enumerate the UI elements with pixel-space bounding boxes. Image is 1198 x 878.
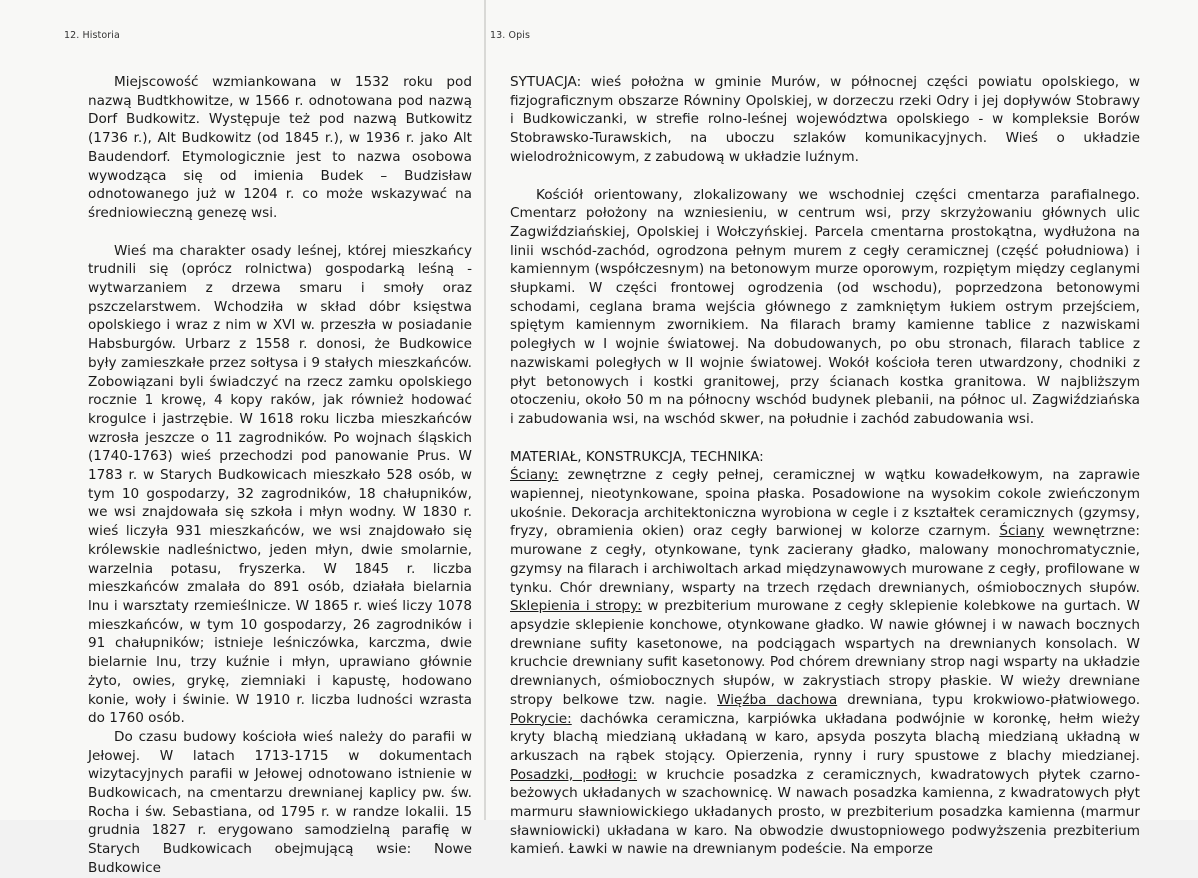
materials-paragraph bbox=[510, 466, 1140, 859]
roof-text: dachówka ceramiczna, karpiówka układana podwójnie w koronkę, hełm wieży kryty blachą miedzianą układaną w karo, apsyda poszyta blachą miedzianą układną w arkuszach na rąbek stojący. Opierzenia, rynny i rury spustowe z blachy miedzianej. bbox=[510, 710, 1140, 764]
history-text bbox=[88, 73, 472, 878]
truss-text: drewniana, typu krokwiowo-płatwiowego. bbox=[837, 691, 1141, 708]
history-paragraph-3: Do czasu budowy kościoła wieś należy do parafii w Jełowej. W latach 1713-1715 w dokumentach wizytacyjnych parafii w Jełowej odnotowano istnienie w Budkowicach, na cmentarzu drewnianej kaplicy pw. św. Rocha i św. Sebastiana, od 1795 r. w randze lokalii. 15 grudnia 1827 r. erygowano samodzielną parafię w Starych Budkowicach obejmującą wsie: Nowe Budkowice bbox=[88, 728, 472, 876]
situation-paragraph: SYTUACJA: wieś położna w gminie Murów, w północnej części powiatu opolskiego, w fizjograficznym obszarze Równiny Opolskiej, w dorzeczu rzeki Odry i jej dopływów Stobrawy i Budkowiczanki, w strefie rolno-leśnej województwa opolskiego - w kompleksie Borów Stobrawsko-Turawskich, na uboczu szlaków komunikacyjnych. Wieś o układzie wielodrożnicowym, z zabudową w układzie luźnym. bbox=[510, 74, 1140, 165]
church-paragraph: Kościół orientowany, zlokalizowany we wschodniej części cmentarza parafialnego. Cmentarz położony na wzniesieniu, w centrum wsi, przy skrzyżowaniu głównych ulic Zagwiździańskiej, Opolskiej i Wołczyńskiej. Parcela cmentarna prostokątna, wydłużona na linii wschód-zachód, ogrodzona pełnym murem z cegły ceramicznej (część południowa) i kamiennym (współczesnym) na betonowym murze oporowym, rozpiętym między ceglanymi słupkami. W części frontowej ogrodzenia (od wschodu), poprzedzona betonowymi schodami, ceglana brama wejścia głównego z zamkniętym łukiem ostrym przejściem, spiętym kamiennym zwornikiem. Na filarach bramy kamienne tablice z nazwiskami poległych w I wojnie światowej. Na dobudowanych, po obu stronach, filarach tablice z nazwiskami poległych w II wojnie światowej. Wokół kościoła teren utwardzony, chodniki z płyt betonowych i kostki granitowej, przy ścianach kostka granitowa. W najbliższym otoczeniu, około 50 m na północny wschód budynek plebanii, na północ ul. Zagwiździańska i zabudowania wsi, na wschód skwer, na południe i zachód zabudowania wsi. bbox=[510, 186, 1140, 427]
floor-text: w kruchcie posadzka z ceramicznych, kwadratowych płytek czarno-beżowych układanych w szachownicę. W nawach posadzka kamienna, z kwadratowych płyt marmuru sławniowickiego układanych prosto, w prezbiterium posadzka kamienna (marmur sławniowicki) układana w karo. Na obwodzie dwustopniowego podwyższenia prezbiterium kamień. Ławki w nawie na drewnianym podeście. Na emporze bbox=[510, 766, 1140, 858]
truss-label: Więźba dachowa bbox=[717, 691, 838, 708]
walls-text: zewnętrzne z cegły pełnej, ceramicznej w wątku kowadełkowym, na zaprawie wapiennej, nieotynkowane, spoina płaska. Posadowione na wysokim cokole zwieńczonym ukośnie. Dekoracja architektoniczna wyrobiona w cegle i z kształtek ceramicznych (gzymsy, fryzy, obramienia okien) oraz cegły barwionej w kolorze czarnym. bbox=[510, 467, 1140, 540]
history-paragraph-2: Wieś ma charakter osady leśnej, której mieszkańcy trudnili się (oprócz rolnictwa) gospodarką leśną - wytwarzaniem z drzewa smaru i smoły oraz pszczelarstwem. Wchodziła w skład dóbr księstwa opolskiego i wraz z nim w XVI w. przeszła w posiadanie Habsburgów. Urbarz z 1558 r. donosi, że Budkowice były zamieszkałe przez sołtysa i 9 stałych mieszkańców. Zobowiązani byli świadczyć na rzecz zamku opolskiego rocznie 1 krowę, 4 kopy raków, jak również hodować krogulce i jastrzębie. W 1618 roku liczba mieszkańców wzrosła jeszcze o 11 zagrodników. Po wojnach śląskich (1740-1763) wieś przechodzi pod panowanie Prus. W 1783 r. w Starych Budkowicach mieszkało 528 osób, w tym 10 gospodarzy, 32 zagrodników, 18 chałupników, we wsi znajdowała się szkoła i młyn wodny. W 1830 r. wieś liczyła 931 mieszkańców, we wsi znajdowało się królewskie nadleśnictwo, jeden młyn, dwie smolarnie, warzelnia potasu, fryszerka. W 1845 r. liczba mieszkańców zmalała do 891 osób, działała bielarnia lnu i warsztaty rzemieślnicze. W 1865 r. wieś liczy 1078 mieszkańców, w tym 10 gospodarzy, 26 zagrodników i 91 chałupników; istnieje leśniczówka, karczma, dwie bielarnie lnu, trzy kuźnie i młyn, uprawiano głównie żyto, owies, grykę, ziemniaki i kapustę, hodowano konie, woły i świnie. W 1910 r. liczba ludności wzrasta do 1760 osób. bbox=[88, 242, 472, 727]
right-page-header: 13. Opis bbox=[490, 30, 531, 41]
right-page bbox=[486, 0, 1198, 858]
walls-inner-text: wewnętrzne: murowane z cegły, otynkowane, tynk zacierany gładko, malowany monochromatycznie, gzymsy na filarach i archiwoltach arkad międzynawowych murowane z cegły, profilowane w tynku. Chór drewniany, wsparty na trzech rzędach drewnianych, ośmiobocznych słupów. bbox=[510, 523, 1140, 596]
floor-label: Posadzki, podłogi: bbox=[510, 766, 638, 783]
materials-heading: MATERIAŁ, KONSTRUKCJA, TECHNIKA: bbox=[510, 448, 764, 465]
history-paragraph-1: Miejscowość wzmiankowana w 1532 roku pod nazwą Budtkhowitze, w 1566 r. odnotowana pod nazwą Dorf Budkowitz. Występuje też pod nazwą Butkowitz (1736 r.), Alt Budkowitz (od 1845 r.), w 1936 r. jako Alt Baudendorf. Etymologicznie jest to nazwa osobowa wywodząca się od imienia Budek – Budzisław odnotowanego już w 1204 r. co może wskazywać na średniowieczną genezę wsi. bbox=[88, 74, 472, 221]
roof-label: Pokrycie: bbox=[510, 710, 572, 727]
description-text bbox=[510, 73, 1140, 859]
walls-inner-label: Ściany bbox=[999, 523, 1045, 540]
vaults-label: Sklepienia i stropy: bbox=[510, 598, 642, 615]
left-page-header: 12. Historia bbox=[64, 30, 120, 41]
walls-label: Ściany: bbox=[510, 467, 559, 484]
vaults-text: w prezbiterium murowane z cegły sklepienie kolebkowe na gurtach. W apsydzie sklepienie konchowe, otynkowane gładko. W nawie głównej i w nawach bocznych drewniane sufity kasetonowe, na podciągach wspartych na drewnianych konsolach. W kruchcie drewniany sufit kasetonowy. Pod chórem drewniany strop nagi wsparty na układzie drewnianych, ośmiobocznych słupów, w zakrystiach stropy płaskie. W wieży drewniane stropy belkowe tzw. nagie. bbox=[510, 598, 1140, 708]
left-page bbox=[0, 0, 484, 876]
